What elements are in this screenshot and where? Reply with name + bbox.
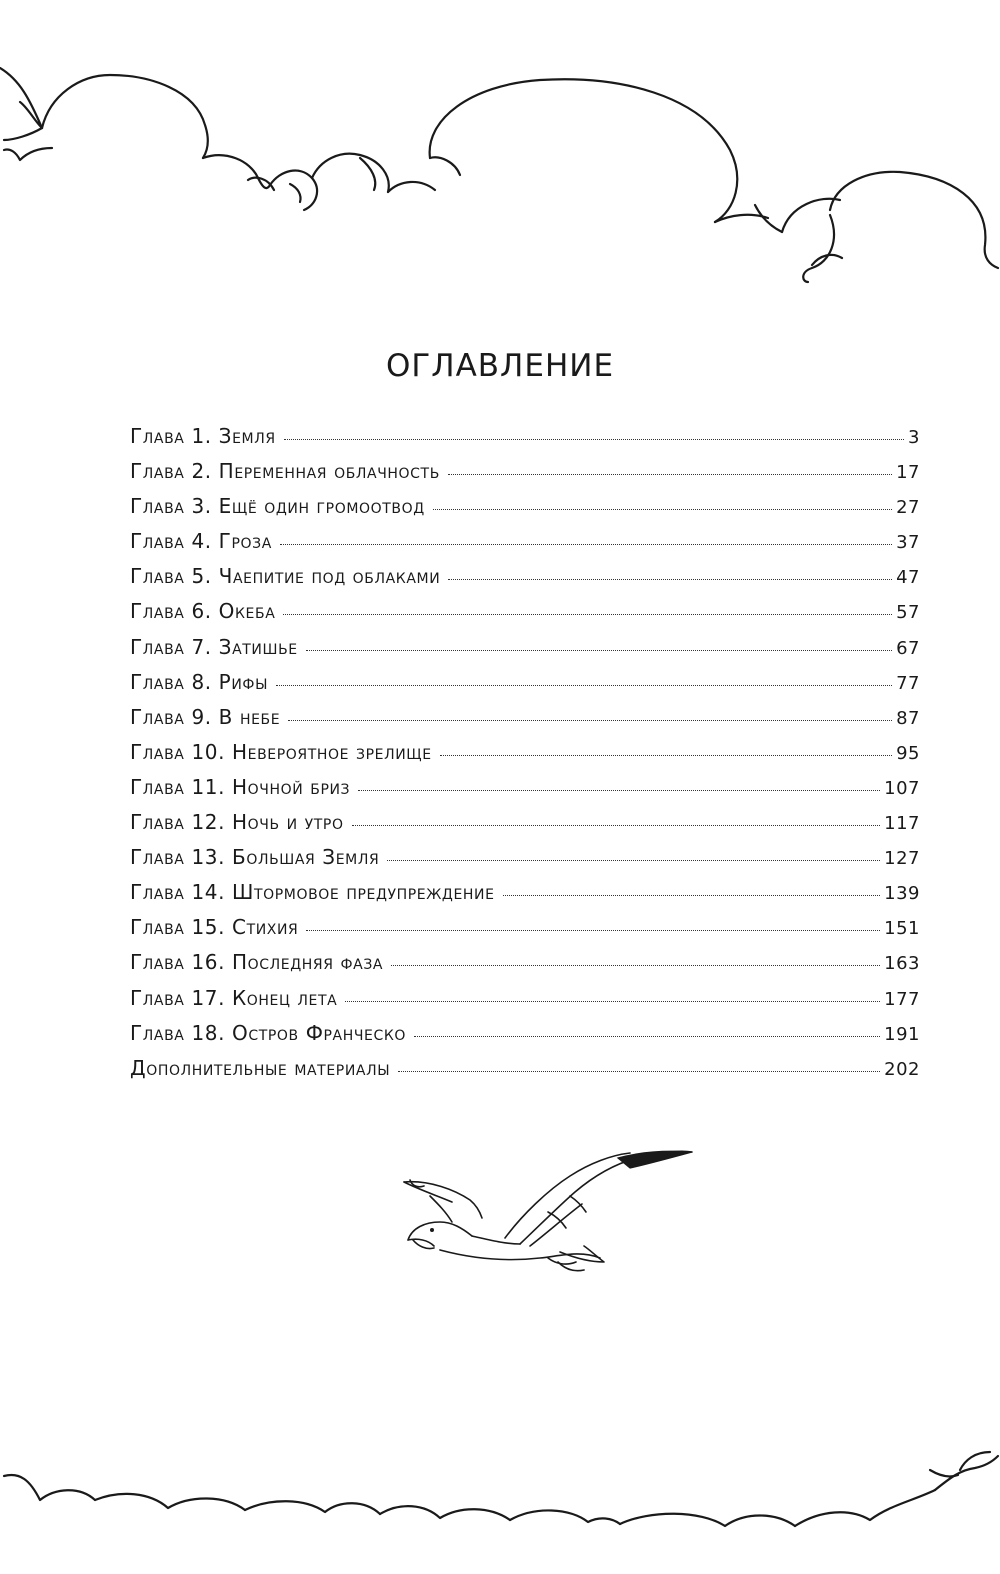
toc-entry bbox=[130, 1056, 920, 1091]
toc-entry-label: Глава 12. Ночь и утро bbox=[130, 810, 344, 835]
toc-entry-page-number: 151 bbox=[884, 918, 920, 940]
toc-entry bbox=[130, 635, 920, 670]
dot-leader bbox=[283, 614, 892, 615]
dot-leader bbox=[398, 1071, 880, 1072]
toc-entry-page-number: 57 bbox=[896, 602, 920, 624]
toc-entry bbox=[130, 705, 920, 740]
toc-entry bbox=[130, 845, 920, 880]
dot-leader bbox=[448, 474, 892, 475]
toc-entry-page-number: 117 bbox=[884, 813, 920, 835]
toc-entry-page-number: 107 bbox=[884, 777, 920, 799]
toc-entry bbox=[130, 986, 920, 1021]
toc-entry-label: Глава 5. Чаепитие под облаками bbox=[130, 564, 441, 589]
toc-entry-page-number: 139 bbox=[884, 883, 920, 905]
dot-leader bbox=[391, 965, 880, 966]
toc-entry-page-number: 27 bbox=[896, 497, 920, 519]
toc-entry-label: Глава 15. Стихия bbox=[130, 915, 299, 940]
toc-entry-label: Глава 9. В небе bbox=[130, 704, 281, 729]
toc-entry-page-number: 127 bbox=[884, 848, 920, 870]
toc-entry bbox=[130, 880, 920, 915]
toc-entry bbox=[130, 424, 920, 459]
dot-leader bbox=[306, 930, 880, 931]
toc-entry bbox=[130, 810, 920, 845]
toc-entry-label: Глава 2. Переменная облачность bbox=[130, 459, 440, 484]
dot-leader bbox=[448, 579, 892, 580]
dot-leader bbox=[284, 439, 904, 440]
toc-title: ОГЛАВЛЕНИЕ bbox=[385, 348, 615, 384]
toc-entry bbox=[130, 670, 920, 705]
dot-leader bbox=[276, 685, 892, 686]
toc-entry bbox=[130, 950, 920, 985]
dot-leader bbox=[358, 790, 880, 791]
toc-entry-page-number: 3 bbox=[908, 427, 920, 448]
toc-entry bbox=[130, 529, 920, 564]
dot-leader bbox=[414, 1036, 880, 1037]
dot-leader bbox=[387, 860, 880, 861]
dot-leader bbox=[503, 895, 881, 896]
table-of-contents bbox=[130, 424, 920, 1091]
dot-leader bbox=[306, 650, 892, 651]
toc-entry-page-number: 95 bbox=[896, 742, 920, 764]
dot-leader bbox=[345, 1001, 880, 1002]
dot-leader bbox=[440, 755, 892, 756]
toc-entry-page-number: 67 bbox=[896, 637, 920, 659]
toc-entry-page-number: 87 bbox=[896, 707, 920, 729]
dot-leader bbox=[288, 720, 892, 721]
toc-entry-label: Глава 6. Океба bbox=[130, 599, 276, 624]
toc-entry-label: Глава 16. Последняя фаза bbox=[130, 950, 384, 975]
toc-entry-label: Глава 14. Штормовое предупреждение bbox=[130, 880, 495, 905]
toc-entry-page-number: 191 bbox=[884, 1023, 920, 1045]
toc-entry-label: Дополнительные материалы bbox=[130, 1055, 391, 1080]
toc-entry-page-number: 47 bbox=[896, 567, 920, 589]
toc-entry bbox=[130, 599, 920, 634]
toc-entry-label: Глава 10. Невероятное зрелище bbox=[130, 739, 432, 764]
dot-leader bbox=[352, 825, 881, 826]
toc-entry-label: Глава 17. Конец лета bbox=[130, 985, 338, 1010]
toc-entry-page-number: 17 bbox=[896, 462, 920, 484]
toc-entry-label: Глава 3. Ещё один громоотвод bbox=[130, 494, 425, 519]
toc-entry-page-number: 37 bbox=[896, 532, 920, 554]
toc-entry bbox=[130, 459, 920, 494]
toc-entry-page-number: 177 bbox=[884, 988, 920, 1010]
toc-entry bbox=[130, 775, 920, 810]
toc-entry bbox=[130, 1021, 920, 1056]
toc-entry-label: Глава 13. Большая Земля bbox=[130, 845, 380, 870]
toc-entry-label: Глава 8. Рифы bbox=[130, 669, 269, 694]
toc-entry-label: Глава 7. Затишье bbox=[130, 634, 298, 659]
toc-entry-page-number: 77 bbox=[896, 672, 920, 694]
toc-entry-label: Глава 11. Ночной бриз bbox=[130, 774, 351, 799]
toc-entry-label: Глава 1. Земля bbox=[130, 424, 276, 448]
toc-entry-label: Глава 18. Остров Франческо bbox=[130, 1020, 407, 1045]
toc-entry bbox=[130, 494, 920, 529]
toc-entry-label: Глава 4. Гроза bbox=[130, 529, 272, 554]
toc-entry bbox=[130, 915, 920, 950]
toc-entry bbox=[130, 740, 920, 775]
toc-entry bbox=[130, 564, 920, 599]
toc-entry-page-number: 163 bbox=[884, 953, 920, 975]
dot-leader bbox=[433, 509, 892, 510]
toc-entry-page-number: 202 bbox=[884, 1058, 920, 1080]
dot-leader bbox=[280, 544, 892, 545]
